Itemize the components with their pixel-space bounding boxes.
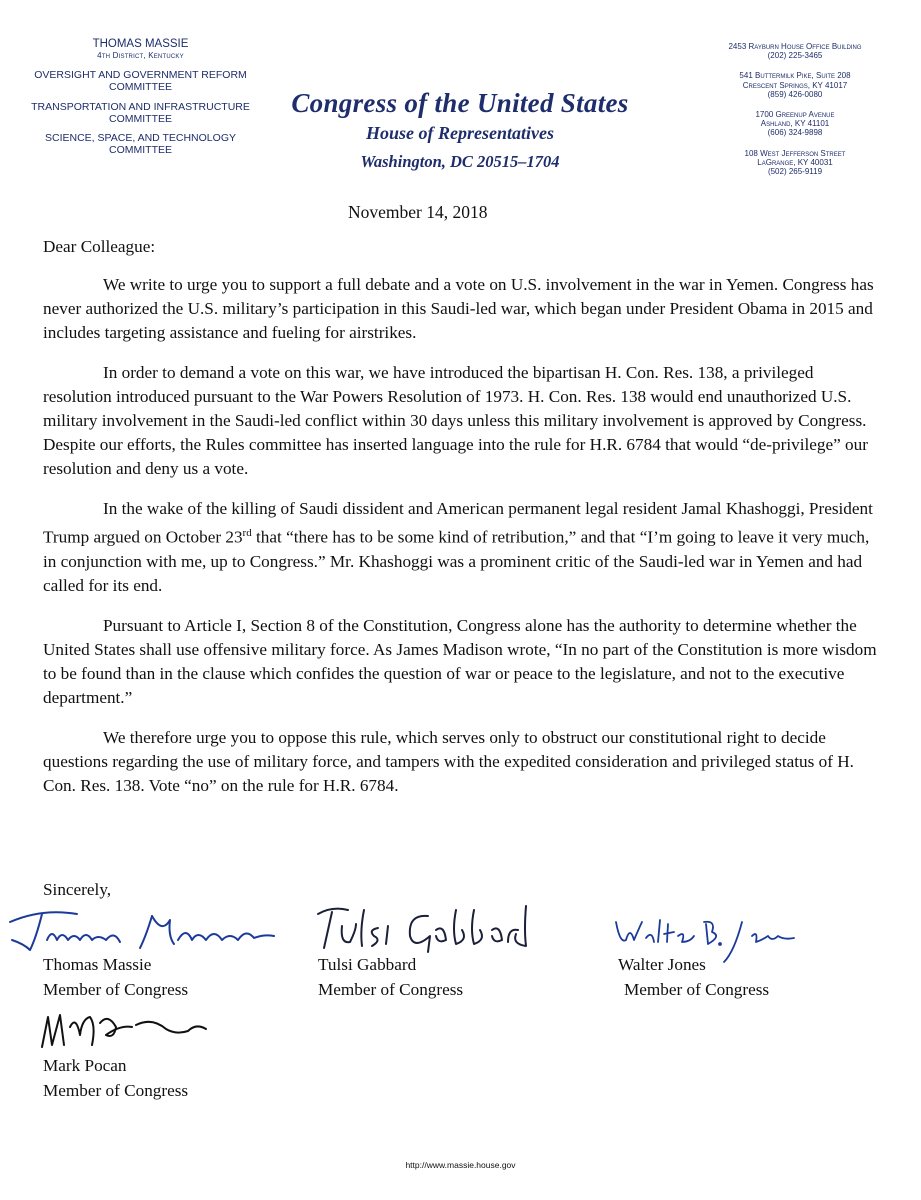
signatory-jones: [618, 952, 769, 1002]
committee-1: OVERSIGHT AND GOVERNMENT REFORM COMMITTEE: [34, 69, 247, 94]
letterhead-offices-block: [690, 42, 900, 176]
ordinal-suffix: rd: [242, 527, 252, 539]
paragraph-2: In order to demand a vote on this war, we have introduced the bipartisan H. Con. Res. 138, a privileged resolution introduced pursuant to the War Powers Resolution of 1973. H. Con. Res. 138 would end unauthorized U.S. military involvement in the Saudi-led conflict within 30 days unless this military involvement is approved by Congress. Despite our efforts, the Rules committee has inserted language into the rule for H.R. 6784 that would “de-privilege” our resolution and deny us a vote.: [43, 363, 868, 478]
salutation: Dear Colleague:: [43, 237, 156, 256]
paragraph-1: We write to urge you to support a full debate and a vote on U.S. involvement in the war in Yemen. Congress has never authorized the U.S. military’s participation in this Saudi-led war, which began under President Obama in 2015 and includes targeting assistance and fueling for airstrikes.: [43, 275, 874, 342]
letterhead-member-block: [28, 38, 253, 156]
office-city: Ashland, KY 41101: [760, 119, 830, 129]
letterhead-title-block: [250, 88, 670, 172]
office-phone: (606) 324-9898: [767, 128, 823, 138]
office-address: 1700 Greenup Avenue: [755, 109, 835, 119]
signatory-pocan: [43, 1053, 188, 1103]
office-address: 2453 Rayburn House Office Building: [728, 42, 862, 51]
paragraph-3: [43, 497, 881, 598]
signatory-title: Member of Congress: [318, 980, 464, 999]
signatory-name: Thomas Massie: [43, 955, 152, 974]
signatory-name: Mark Pocan: [43, 1056, 127, 1075]
paragraph-5: We therefore urge you to oppose this rule, which serves only to obstruct our constitutional right to decide questions regarding the use of military force, and tampers with the expedited consideration and privileged status of H. Con. Res. 138. Vote “no” on the rule for H.R. 6784.: [43, 727, 854, 795]
letter-body: [43, 235, 881, 814]
member-name: THOMAS MASSIE: [92, 38, 189, 50]
member-district: 4th District, Kentucky: [97, 51, 184, 61]
office-city: LaGrange, KY 40031: [757, 157, 833, 167]
committee-3: SCIENCE, SPACE, AND TECHNOLOGY COMMITTEE: [45, 131, 236, 156]
paragraph-3-start: In the wake of the killing of Saudi dissident and American permanent legal resident Jamal Khashoggi, President Trump argued on October 23: [43, 499, 873, 547]
signatory-gabbard: [318, 952, 463, 1002]
signature-massie: [2, 900, 282, 960]
footer-website: http://www.massie.house.gov: [405, 1160, 516, 1170]
office-address: 108 West Jefferson Street: [744, 148, 846, 158]
office-4: [690, 149, 900, 177]
office-address: 541 Buttermilk Pike, Suite 208: [739, 71, 851, 81]
office-city: Crescent Springs, KY 41017: [742, 80, 848, 90]
letterhead-title: Congress of the United States: [291, 88, 629, 118]
office-2: [690, 71, 900, 99]
office-phone: (859) 426-0080: [767, 89, 823, 99]
signature-pocan: [36, 1005, 226, 1060]
committee-2: TRANSPORTATION AND INFRASTRUCTURE COMMITTEE: [31, 100, 250, 125]
paragraph-4: Pursuant to Article I, Section 8 of the Constitution, Congress alone has the authority to determine whether the United States shall use offensive military force. As James Madison wrote, “In no part of the Constitution is more wisdom to be found than in the clause which confides the question of war or peace to the legislature, and not to the executive department.”: [43, 615, 877, 707]
letter-date: November 14, 2018: [348, 202, 488, 222]
letterhead-city: Washington, DC 20515–1704: [360, 152, 560, 171]
signatory-massie: [43, 952, 188, 1002]
closing: Sincerely,: [43, 880, 112, 899]
office-1: [690, 42, 900, 60]
signature-gabbard: [312, 900, 532, 960]
signatory-name: Tulsi Gabbard: [318, 955, 417, 974]
signatory-title: Member of Congress: [43, 1081, 189, 1100]
office-phone: (502) 265-9119: [767, 166, 823, 176]
paragraph-3-end: that “there has to be some kind of retribution,” and that “I’m going to leave it very much, in conjunction with me, up to Congress.” Mr. Khashoggi was a prominent critic of the Saudi-led war in Yemen and had called for its end.: [43, 527, 870, 595]
signatory-title: Member of Congress: [624, 980, 770, 999]
signatory-title: Member of Congress: [43, 980, 189, 999]
office-3: [690, 110, 900, 138]
office-phone: (202) 225-3465: [767, 51, 823, 61]
signatory-name: Walter Jones: [618, 955, 706, 974]
letterhead-subtitle: House of Representatives: [366, 123, 554, 143]
